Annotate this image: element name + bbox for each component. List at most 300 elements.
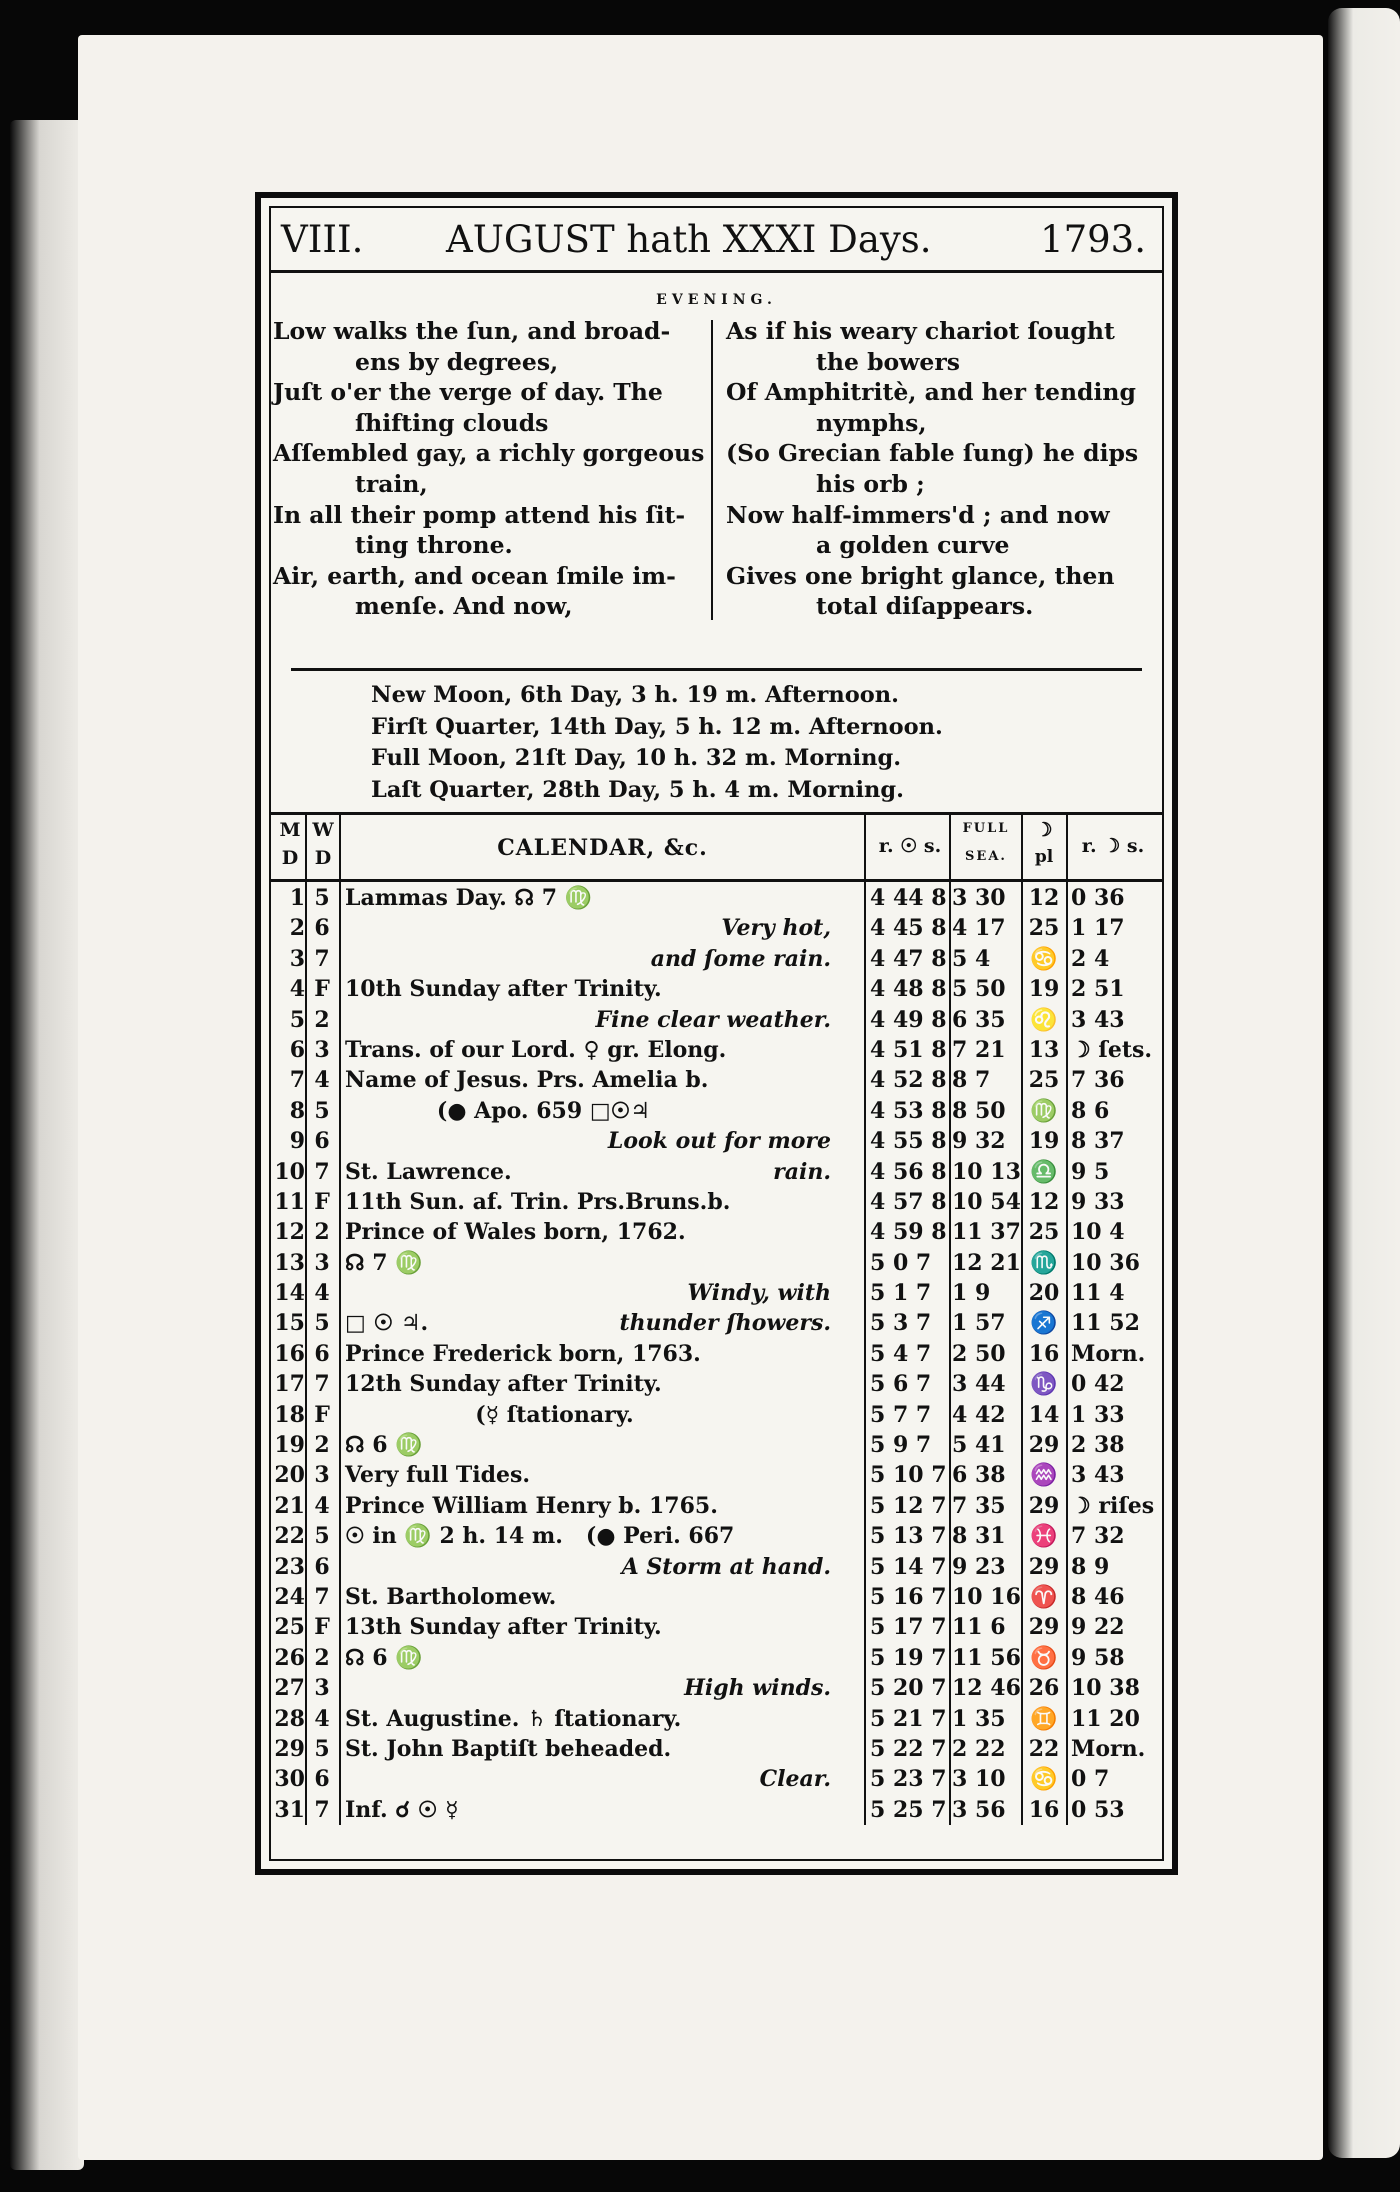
- verse-line: (So Grecian fable ſung) he dips: [726, 439, 1139, 468]
- moon-phase-line: New Moon, 6th Day, 3 h. 19 m. Afternoon.: [371, 682, 899, 708]
- weather-text: Fine clear weather.: [595, 1006, 831, 1033]
- calendar-row: [271, 1490, 1162, 1520]
- sun-rise-set: 5 1 7: [870, 1280, 932, 1307]
- month-day: 6: [289, 1036, 305, 1063]
- month-day: 15: [274, 1310, 305, 1337]
- moon-rise-set: 10 4: [1071, 1219, 1125, 1246]
- week-day: 4: [314, 1280, 330, 1307]
- moon-phases: [371, 680, 943, 806]
- divider: [291, 668, 1142, 671]
- full-sea: 5 4: [952, 945, 991, 972]
- week-day: 6: [314, 1128, 330, 1155]
- moon-rise-set: 2 51: [1071, 976, 1125, 1003]
- week-day: F: [314, 1401, 330, 1428]
- sun-rise-set: 4 55 8: [870, 1128, 947, 1155]
- verse-line: ſhifting clouds: [355, 408, 549, 437]
- moon-rise-set: 8 46: [1071, 1583, 1125, 1610]
- month-day: 10: [274, 1158, 305, 1185]
- week-day: 5: [314, 1735, 330, 1762]
- calendar-row: [271, 1703, 1162, 1733]
- moon-rise-set: 1 33: [1071, 1401, 1125, 1428]
- header-sun: r. ☉ s.: [878, 835, 942, 857]
- moon-place: ♒: [1030, 1462, 1058, 1489]
- month-day: 23: [274, 1553, 305, 1580]
- calendar-row: [271, 1642, 1162, 1672]
- full-sea: 11 6: [952, 1614, 1006, 1641]
- calendar-row: [271, 1156, 1162, 1186]
- moon-rise-set: 11 52: [1071, 1310, 1140, 1337]
- event-text: 13th Sunday after Trinity.: [345, 1614, 662, 1641]
- full-sea: 10 13: [952, 1158, 1021, 1185]
- sun-rise-set: 5 14 7: [870, 1553, 947, 1580]
- calendar-row: [271, 1125, 1162, 1155]
- week-day: 2: [314, 1219, 330, 1246]
- sun-rise-set: 5 3 7: [870, 1310, 932, 1337]
- moon-place: 12: [1028, 1188, 1060, 1215]
- event-text: St. John Baptiſt beheaded.: [345, 1735, 672, 1762]
- month-day: 5: [289, 1006, 305, 1033]
- verse-divider: [711, 320, 713, 620]
- event-text: Trans. of our Lord. ♀ gr. Elong.: [345, 1036, 727, 1063]
- verse-line: Gives one bright glance, then: [726, 561, 1115, 590]
- weather-text: High winds.: [684, 1675, 831, 1702]
- page-edge-left: [10, 120, 84, 2170]
- moon-place: 16: [1028, 1796, 1060, 1823]
- event-text: Prince William Henry b. 1765.: [345, 1492, 718, 1519]
- week-day: 3: [314, 1249, 330, 1276]
- moon-place: ♌: [1030, 1006, 1058, 1033]
- sun-rise-set: 5 25 7: [870, 1796, 947, 1823]
- event-text: (● Apo. 659 □☉♃: [345, 1097, 651, 1124]
- verse-left-column: [273, 316, 705, 622]
- header-full-sea-2: SEA.: [965, 849, 1007, 864]
- calendar-row: [271, 1277, 1162, 1307]
- moon-place: ♍: [1030, 1097, 1058, 1124]
- month-day: 27: [274, 1675, 305, 1702]
- verse-line: Low walks the ſun, and broad-: [273, 317, 671, 345]
- calendar-row: [271, 912, 1162, 942]
- header-calendar: CALENDAR, &c.: [497, 835, 708, 861]
- moon-rise-set: 3 43: [1071, 1462, 1125, 1489]
- moon-rise-set: 9 5: [1071, 1158, 1110, 1185]
- sun-rise-set: 5 19 7: [870, 1644, 947, 1671]
- week-day: 7: [314, 1796, 330, 1823]
- month-day: 1: [289, 885, 305, 911]
- calendar-row: [271, 1459, 1162, 1489]
- week-day: 7: [314, 945, 330, 972]
- month-day: 3: [289, 945, 305, 972]
- verse-line: Juſt o'er the verge of day. The: [273, 378, 663, 407]
- full-sea: 1 9: [952, 1280, 991, 1307]
- verse-line: Now half-immers'd ; and now: [726, 500, 1110, 529]
- month-day: 18: [274, 1401, 305, 1428]
- moon-phase-line: Laſt Quarter, 28th Day, 5 h. 4 m. Morning.: [371, 776, 904, 803]
- month-day: 20: [274, 1462, 305, 1489]
- moon-place: 29: [1028, 1553, 1060, 1580]
- full-sea: 11 37: [952, 1219, 1021, 1246]
- header-wd-1: W: [312, 819, 334, 841]
- full-sea: 10 16: [952, 1583, 1021, 1610]
- event-text: Lammas Day. ☊ 7 ♍: [345, 885, 593, 911]
- weather-text: Look out for more: [607, 1128, 831, 1155]
- moon-place: ♓: [1030, 1523, 1058, 1550]
- almanac-frame: [255, 192, 1178, 1875]
- moon-place: 29: [1028, 1614, 1060, 1641]
- full-sea: 10 54: [952, 1188, 1021, 1215]
- month-day: 14: [274, 1280, 305, 1307]
- moon-rise-set: 0 7: [1071, 1766, 1110, 1793]
- week-day: 3: [314, 1462, 330, 1489]
- verse-line: ting throne.: [355, 531, 513, 560]
- full-sea: 12 21: [952, 1249, 1021, 1276]
- column-rule: [864, 815, 866, 1825]
- month-day: 21: [274, 1492, 305, 1519]
- moon-rise-set: 8 6: [1071, 1097, 1110, 1124]
- moon-place: 14: [1028, 1401, 1060, 1428]
- full-sea: 1 57: [952, 1310, 1006, 1337]
- event-text: 10th Sunday after Trinity.: [345, 976, 662, 1003]
- verse-right-column: [726, 316, 1158, 622]
- moon-place: 29: [1028, 1492, 1060, 1519]
- moon-place: 20: [1028, 1280, 1060, 1307]
- event-text: Prince Frederick born, 1763.: [345, 1340, 701, 1367]
- month-numeral: VIII.: [281, 218, 364, 261]
- month-title: AUGUST hath XXXI Days.: [446, 218, 932, 261]
- calendar-row: [271, 1399, 1162, 1429]
- verse-line: a golden curve: [816, 531, 1010, 560]
- event-text: St. Augustine. ♄ ſtationary.: [345, 1705, 682, 1732]
- calendar-row: [271, 1520, 1162, 1550]
- month-day: 31: [274, 1796, 305, 1823]
- moon-rise-set: 0 36: [1071, 885, 1125, 911]
- month-day: 16: [274, 1340, 305, 1367]
- moon-phase-line: Full Moon, 21ſt Day, 10 h. 32 m. Morning.: [371, 745, 902, 771]
- weather-text: thunder ſhowers.: [619, 1310, 831, 1337]
- calendar-row: [271, 1095, 1162, 1125]
- header-moon-rs: r. ☽ s.: [1081, 835, 1145, 857]
- moon-place: ♊: [1030, 1705, 1058, 1732]
- sun-rise-set: 5 9 7: [870, 1432, 932, 1459]
- moon-rise-set: 2 4: [1071, 945, 1110, 972]
- column-rule: [339, 815, 341, 1825]
- month-day: 26: [274, 1644, 305, 1671]
- sun-rise-set: 4 45 8: [870, 915, 947, 942]
- calendar-row: [271, 1064, 1162, 1094]
- almanac-inner-border: [269, 206, 1164, 1861]
- moon-place: 25: [1028, 1219, 1060, 1246]
- week-day: 4: [314, 1705, 330, 1732]
- full-sea: 8 7: [952, 1067, 991, 1094]
- full-sea: 3 10: [952, 1766, 1006, 1793]
- week-day: 2: [314, 1006, 330, 1033]
- moon-place: ♈: [1030, 1583, 1058, 1610]
- calendar-row: [271, 1338, 1162, 1368]
- full-sea: 7 21: [952, 1036, 1006, 1063]
- moon-place: 19: [1028, 1128, 1060, 1155]
- column-rule: [305, 815, 307, 1825]
- month-day: 24: [274, 1583, 305, 1610]
- page-header: [271, 208, 1162, 273]
- week-day: 7: [314, 1158, 330, 1185]
- month-day: 25: [274, 1614, 305, 1641]
- verse-line: As if his weary chariot ſought: [726, 317, 1115, 345]
- week-day: 2: [314, 1432, 330, 1459]
- calendar-row: [271, 1307, 1162, 1337]
- sun-rise-set: 5 7 7: [870, 1401, 932, 1428]
- verse-title: EVENING.: [656, 292, 777, 308]
- sun-rise-set: 4 51 8: [870, 1036, 947, 1063]
- sun-rise-set: 5 0 7: [870, 1249, 932, 1276]
- sun-rise-set: 4 44 8: [870, 885, 947, 911]
- moon-rise-set: ☽ riſes: [1071, 1492, 1155, 1519]
- sun-rise-set: 4 59 8: [870, 1219, 947, 1246]
- calendar-row: [271, 1216, 1162, 1246]
- moon-rise-set: ☽ ſets.: [1071, 1036, 1153, 1063]
- week-day: 3: [314, 1675, 330, 1702]
- week-day: F: [314, 1614, 330, 1641]
- moon-rise-set: 2 38: [1071, 1432, 1125, 1459]
- month-day: 8: [289, 1097, 305, 1124]
- weather-text: A Storm at hand.: [621, 1553, 831, 1580]
- week-day: 7: [314, 1371, 330, 1398]
- verse-line: train,: [355, 469, 428, 498]
- moon-place: ♎: [1030, 1158, 1058, 1185]
- moon-place: ♋: [1030, 945, 1058, 972]
- sun-rise-set: 4 52 8: [870, 1067, 947, 1094]
- moon-rise-set: 7 32: [1071, 1523, 1125, 1550]
- month-day: 7: [289, 1067, 305, 1094]
- verse-line: In all their pomp attend his ſit-: [273, 500, 686, 529]
- sun-rise-set: 5 4 7: [870, 1340, 932, 1367]
- calendar-row: [271, 1794, 1162, 1824]
- moon-rise-set: 3 43: [1071, 1006, 1125, 1033]
- event-text: □ ☉ ♃.: [345, 1310, 429, 1337]
- month-day: 29: [274, 1735, 305, 1762]
- event-text: (☿ ſtationary.: [345, 1401, 634, 1428]
- moon-rise-set: 1 17: [1071, 915, 1125, 942]
- week-day: F: [314, 1188, 330, 1215]
- calendar-table: [271, 815, 1162, 1824]
- moon-rise-set: Morn.: [1071, 1735, 1146, 1762]
- week-day: 5: [314, 1523, 330, 1550]
- calendar-row: [271, 1581, 1162, 1611]
- month-day: 28: [274, 1705, 305, 1732]
- header-md-1: M: [279, 819, 301, 841]
- event-text: ☊ 7 ♍: [345, 1249, 423, 1276]
- week-day: 6: [314, 1553, 330, 1580]
- week-day: 6: [314, 1766, 330, 1793]
- calendar-row: [271, 1247, 1162, 1277]
- sun-rise-set: 4 49 8: [870, 1006, 947, 1033]
- weather-text: and ſome rain.: [650, 945, 831, 972]
- full-sea: 2 22: [952, 1735, 1006, 1762]
- calendar-row: [271, 1733, 1162, 1763]
- month-day: 12: [274, 1219, 305, 1246]
- week-day: 4: [314, 1067, 330, 1094]
- header-moon-pl-1: ☽: [1035, 819, 1053, 841]
- moon-place: 29: [1028, 1432, 1060, 1459]
- event-text: ☊ 6 ♍: [345, 1432, 423, 1459]
- weather-text: rain.: [773, 1158, 831, 1185]
- calendar-row: [271, 1672, 1162, 1702]
- calendar-row: [271, 973, 1162, 1003]
- header-md-2: D: [281, 847, 299, 869]
- calendar-row: [271, 1368, 1162, 1398]
- week-day: 3: [314, 1036, 330, 1063]
- week-day: 5: [314, 1097, 330, 1124]
- full-sea: 6 38: [952, 1462, 1006, 1489]
- month-day: 19: [274, 1432, 305, 1459]
- event-text: Name of Jesus. Prs. Amelia b.: [345, 1067, 709, 1094]
- moon-rise-set: 9 33: [1071, 1188, 1125, 1215]
- calendar-body: [271, 882, 1162, 1824]
- week-day: 7: [314, 1583, 330, 1610]
- verse-line: the bowers: [816, 347, 960, 376]
- month-day: 2: [289, 915, 305, 942]
- sun-rise-set: 5 6 7: [870, 1371, 932, 1398]
- calendar-row: [271, 1186, 1162, 1216]
- moon-place: 16: [1028, 1340, 1060, 1367]
- full-sea: 5 50: [952, 976, 1006, 1003]
- calendar-row: [271, 1004, 1162, 1034]
- event-text: ☉ in ♍ 2 h. 14 m. (● Peri. 667: [345, 1523, 735, 1550]
- header-full-sea-1: FULL: [962, 821, 1010, 836]
- event-text: St. Lawrence.: [345, 1158, 512, 1185]
- moon-place: ♋: [1030, 1766, 1058, 1793]
- calendar-row: [271, 1034, 1162, 1064]
- full-sea: 3 56: [952, 1796, 1006, 1823]
- verse-line: Of Amphitritè, and her tending: [726, 378, 1136, 407]
- weather-text: Windy, with: [687, 1280, 831, 1307]
- month-day: 17: [274, 1371, 305, 1398]
- full-sea: 7 35: [952, 1492, 1006, 1519]
- column-rule: [949, 815, 951, 1825]
- week-day: 6: [314, 915, 330, 942]
- moon-place: 19: [1028, 976, 1060, 1003]
- full-sea: 4 42: [952, 1401, 1006, 1428]
- sun-rise-set: 4 48 8: [870, 976, 947, 1003]
- month-day: 13: [274, 1249, 305, 1276]
- sun-rise-set: 4 53 8: [870, 1097, 947, 1124]
- month-day: 9: [289, 1128, 305, 1155]
- calendar-row: [271, 1551, 1162, 1581]
- moon-place: ♑: [1030, 1371, 1058, 1398]
- verse-line: total diſappears.: [816, 592, 1034, 621]
- full-sea: 5 41: [952, 1432, 1006, 1459]
- verse-line: Air, earth, and ocean ſmile im-: [273, 561, 676, 590]
- column-rule: [1021, 815, 1023, 1825]
- sun-rise-set: 5 20 7: [870, 1675, 947, 1702]
- full-sea: 3 44: [952, 1371, 1006, 1398]
- column-rule: [1066, 815, 1068, 1825]
- calendar-header: [271, 815, 1162, 882]
- full-sea: 2 50: [952, 1340, 1006, 1367]
- event-text: Prince of Wales born, 1762.: [345, 1219, 686, 1246]
- event-text: ☊ 6 ♍: [345, 1644, 423, 1671]
- sun-rise-set: 5 16 7: [870, 1583, 947, 1610]
- month-day: 30: [274, 1766, 305, 1793]
- verse-line: menſe. And now,: [355, 592, 573, 621]
- moon-place: ♐: [1030, 1310, 1058, 1337]
- full-sea: 8 50: [952, 1097, 1006, 1124]
- moon-rise-set: 11 4: [1071, 1280, 1125, 1307]
- sun-rise-set: 4 47 8: [870, 945, 947, 972]
- calendar-row: [271, 943, 1162, 973]
- calendar-row: [271, 882, 1162, 912]
- week-day: 5: [314, 885, 330, 911]
- full-sea: 3 30: [952, 885, 1006, 911]
- moon-rise-set: 0 53: [1071, 1796, 1125, 1823]
- calendar-row: [271, 1763, 1162, 1793]
- full-sea: 8 31: [952, 1523, 1006, 1550]
- calendar-row: [271, 1611, 1162, 1641]
- weather-text: Clear.: [759, 1766, 831, 1793]
- calendar-row: [271, 1429, 1162, 1459]
- sun-rise-set: 5 12 7: [870, 1492, 947, 1519]
- sun-rise-set: 5 23 7: [870, 1766, 947, 1793]
- full-sea: 11 56: [952, 1644, 1021, 1671]
- month-day: 4: [289, 976, 305, 1003]
- year: 1793.: [1040, 218, 1146, 261]
- moon-place: 25: [1028, 1067, 1060, 1094]
- event-text: Very full Tides.: [345, 1462, 531, 1489]
- moon-place: 26: [1028, 1675, 1060, 1702]
- verse-line: nymphs,: [816, 408, 927, 437]
- week-day: 6: [314, 1340, 330, 1367]
- full-sea: 1 35: [952, 1705, 1006, 1732]
- week-day: F: [314, 976, 330, 1003]
- event-text: 12th Sunday after Trinity.: [345, 1371, 662, 1398]
- moon-rise-set: 7 36: [1071, 1067, 1125, 1094]
- moon-place: ♉: [1030, 1644, 1058, 1671]
- sun-rise-set: 5 13 7: [870, 1523, 947, 1550]
- header-wd-2: D: [314, 847, 332, 869]
- sun-rise-set: 5 10 7: [870, 1462, 947, 1489]
- moon-rise-set: 0 42: [1071, 1371, 1125, 1398]
- month-day: 11: [274, 1188, 305, 1215]
- week-day: 4: [314, 1492, 330, 1519]
- sun-rise-set: 4 56 8: [870, 1158, 947, 1185]
- verse-line: ens by degrees,: [355, 347, 559, 376]
- full-sea: 12 46: [952, 1675, 1021, 1702]
- month-day: 22: [274, 1523, 305, 1550]
- moon-rise-set: Morn.: [1071, 1340, 1146, 1367]
- moon-rise-set: 9 22: [1071, 1614, 1125, 1641]
- sun-rise-set: 5 17 7: [870, 1614, 947, 1641]
- moon-rise-set: 10 36: [1071, 1249, 1140, 1276]
- moon-place: 13: [1028, 1036, 1060, 1063]
- weather-text: Very hot,: [721, 915, 831, 942]
- sun-rise-set: 5 21 7: [870, 1705, 947, 1732]
- moon-rise-set: 9 58: [1071, 1644, 1125, 1671]
- moon-place: ♏: [1030, 1249, 1058, 1276]
- week-day: 5: [314, 1310, 330, 1337]
- moon-rise-set: 11 20: [1071, 1705, 1140, 1732]
- event-text: 11th Sun. af. Trin. Prs.Bruns.b.: [345, 1188, 731, 1215]
- header-moon-pl-2: pl: [1034, 847, 1054, 867]
- full-sea: 4 17: [952, 915, 1006, 942]
- event-text: St. Bartholomew.: [345, 1583, 557, 1610]
- verse-line: his orb ;: [816, 469, 925, 498]
- sun-rise-set: 4 57 8: [870, 1188, 947, 1215]
- moon-rise-set: 8 9: [1071, 1553, 1110, 1580]
- verse-line: Aſſembled gay, a richly gorgeous: [273, 439, 705, 468]
- moon-place: 25: [1028, 915, 1060, 942]
- moon-rise-set: 10 38: [1071, 1675, 1140, 1702]
- full-sea: 9 23: [952, 1553, 1006, 1580]
- moon-rise-set: 8 37: [1071, 1128, 1125, 1155]
- week-day: 2: [314, 1644, 330, 1671]
